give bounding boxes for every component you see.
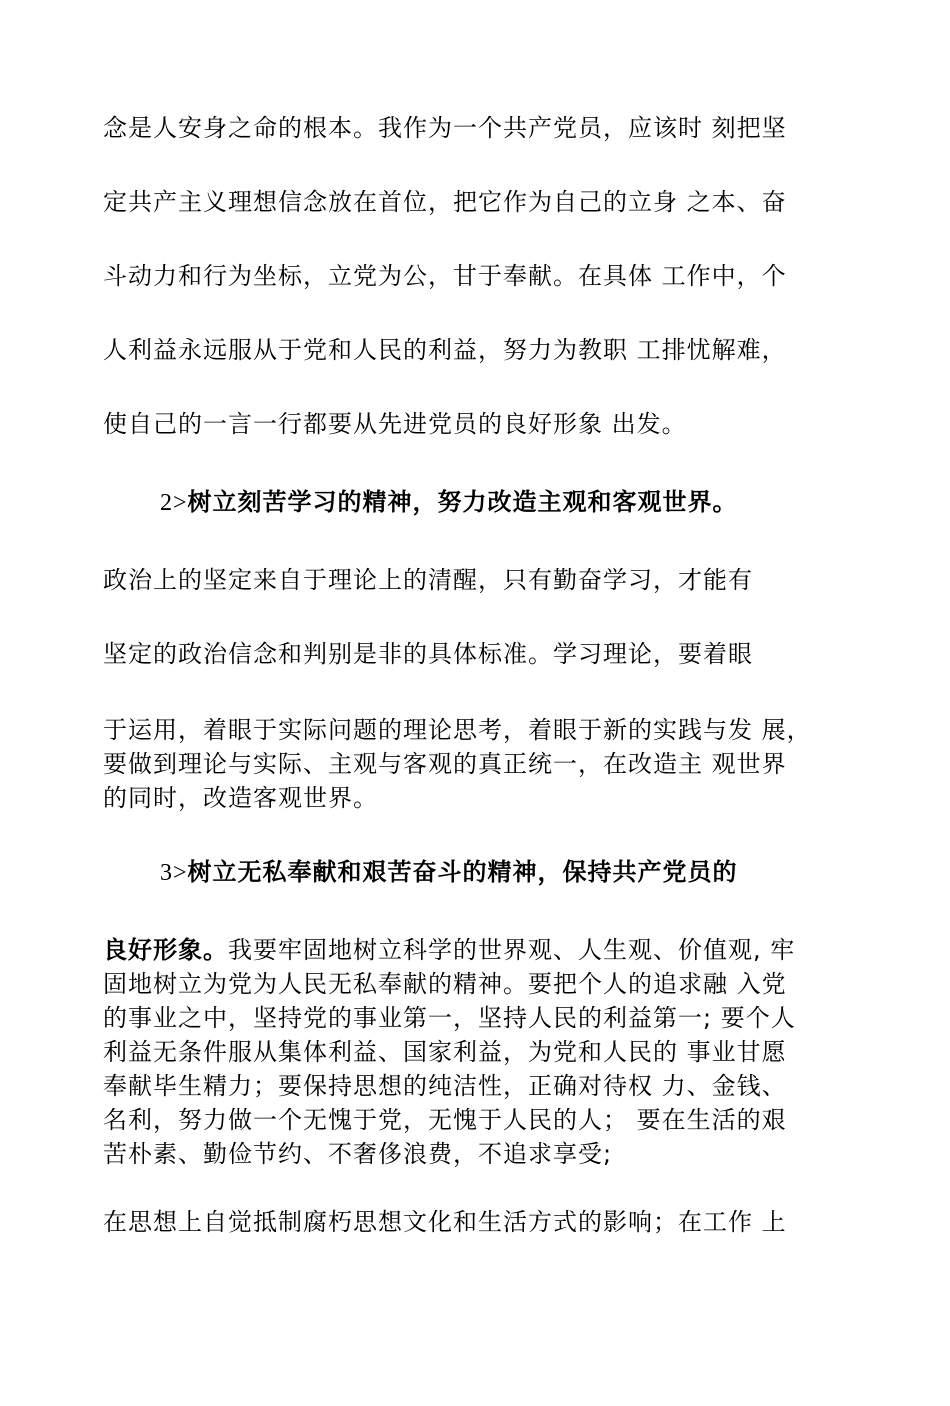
paragraph-line: 固地树立为党为人民无私奉献的精神。要把个人的追求融 入党: [103, 970, 787, 998]
bold-lead: 良好形象。: [103, 936, 228, 964]
heading-number: 3>: [160, 860, 188, 886]
section-heading-3: [160, 857, 738, 888]
lead-rest: 我要牢固地树立科学的世界观、人生观、价值观, 牢: [228, 936, 796, 964]
paragraph-line: 定共产主义理想信念放在首位，把它作为自己的立身 之本、奋: [103, 188, 787, 216]
paragraph-line: 奉献毕生精力；要保持思想的纯洁性，正确对待权 力、金钱、: [103, 1072, 787, 1100]
paragraph-line: 使自己的一言一行都要从先进党员的良好形象 出发。: [103, 410, 687, 438]
paragraph-line: 苦朴素、勤俭节约、不奢侈浪费，不追求享受;: [103, 1140, 613, 1168]
heading-text: 树立刻苦学习的精神，努力改造主观和客观世界。: [187, 488, 738, 516]
paragraph-line: 人利益永远服从于党和人民的利益，努力为教职 工排忧解难，: [103, 336, 787, 364]
section-heading-2: [160, 487, 738, 518]
paragraph-line: 的事业之中，坚持党的事业第一，坚持人民的利益第一; 要个人: [103, 1004, 796, 1032]
paragraph-line: 的同时，改造客观世界。: [103, 784, 378, 812]
paragraph-line: 在思想上自觉抵制腐朽思想文化和生活方式的影响；在工作 上: [103, 1208, 787, 1236]
paragraph-line: 名利，努力做一个无愧于党，无愧于人民的人； 要在生活的艰: [103, 1106, 787, 1134]
heading-text: 树立无私奉献和艰苦奋斗的精神，保持共产党员的: [187, 858, 738, 886]
paragraph-line: 斗动力和行为坐标，立党为公，甘于奉献。在具体 工作中，个: [103, 262, 787, 290]
heading-number: 2>: [160, 490, 188, 516]
paragraph-line: [103, 935, 795, 965]
paragraph-line: 坚定的政治信念和判别是非的具体标准。学习理论，要着眼: [103, 640, 753, 668]
paragraph-line: 利益无条件服从集体利益、国家利益，为党和人民的 事业甘愿: [103, 1038, 787, 1066]
paragraph-line: 于运用，着眼于实际问题的理论思考，着眼于新的实践与发 展，: [103, 716, 812, 744]
paragraph-line: 政治上的坚定来自于理论上的清醒，只有勤奋学习，才能有: [103, 566, 753, 594]
paragraph-line: 要做到理论与实际、主观与客观的真正统一，在改造主 观世界: [103, 750, 787, 778]
paragraph-line: 念是人安身之命的根本。我作为一个共产党员，应该时 刻把坚: [103, 114, 787, 142]
